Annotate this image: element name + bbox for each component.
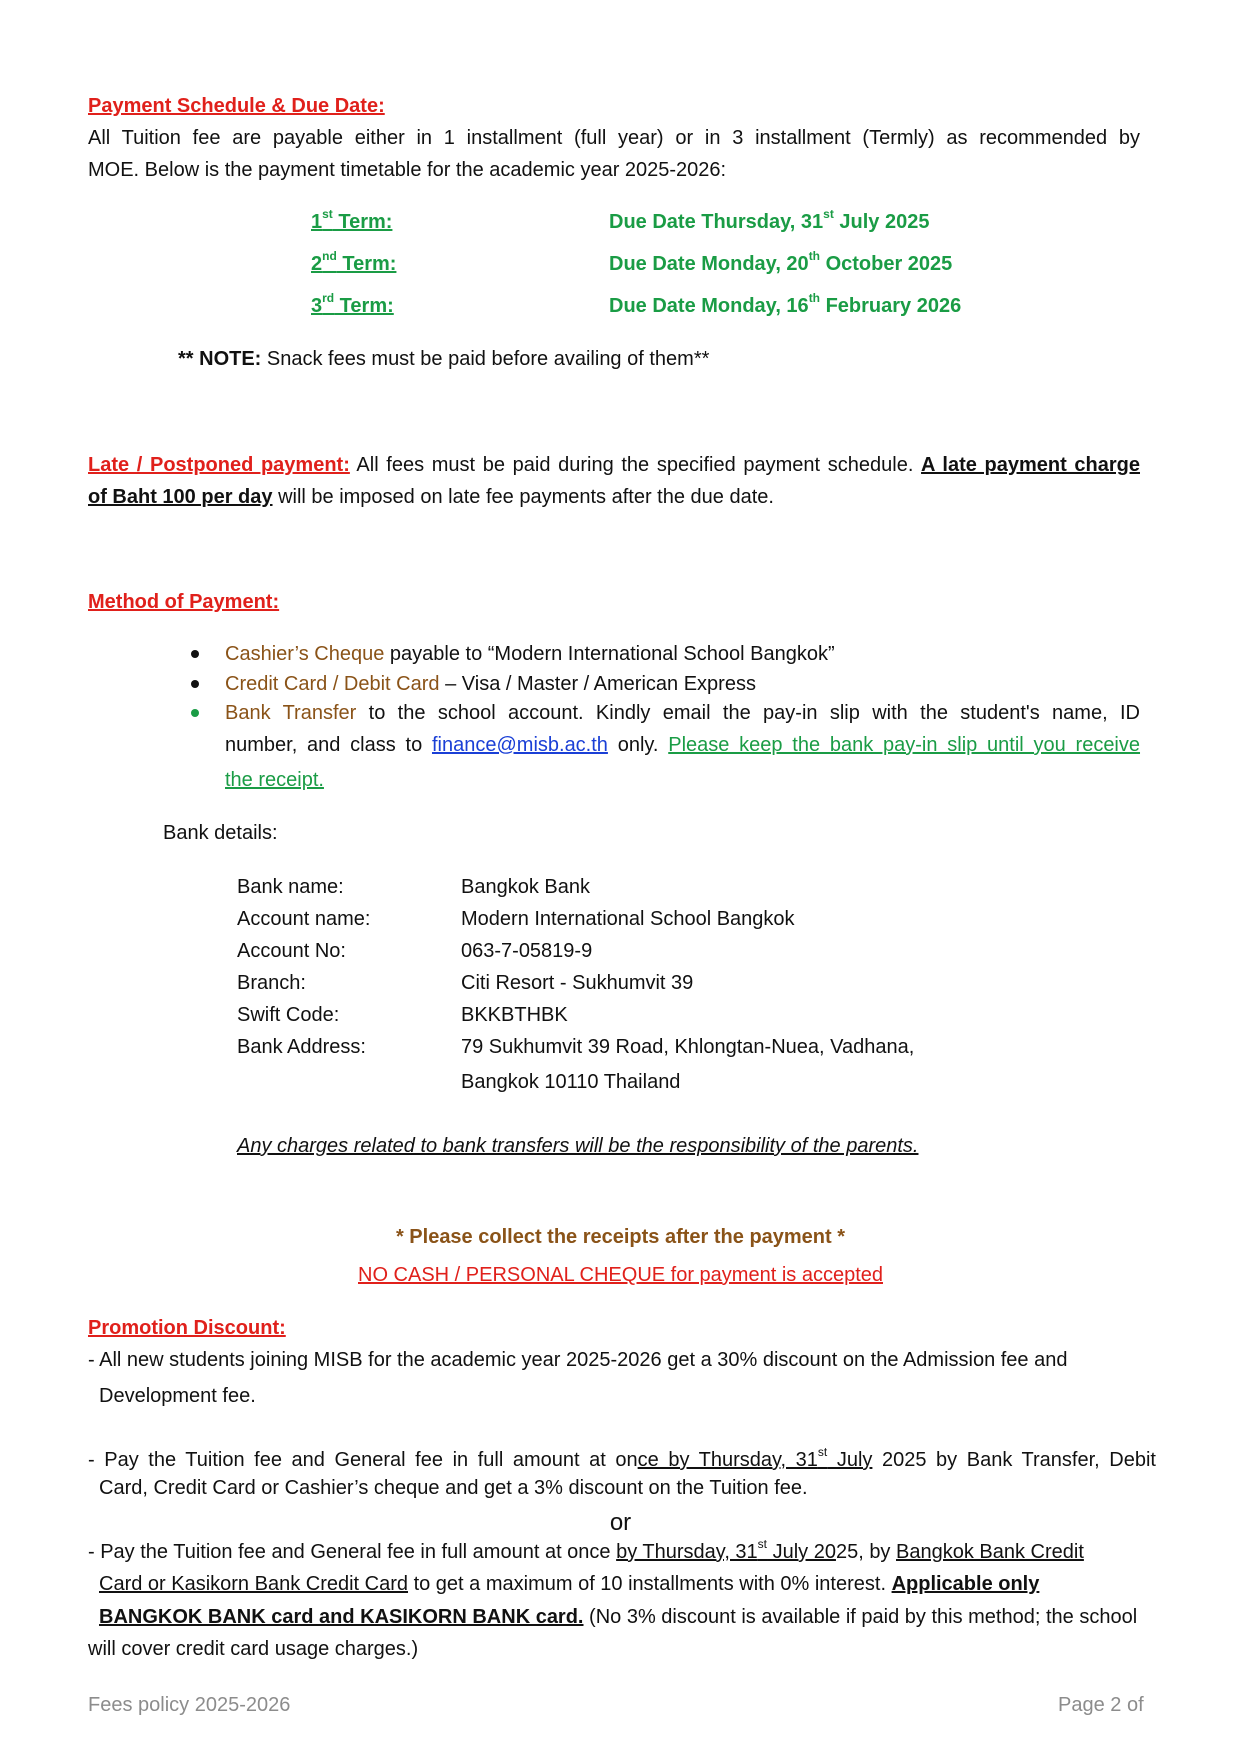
late-payment-heading: Late / Postponed payment:: [88, 454, 350, 476]
bank-value: BKKBTHBK: [461, 1004, 568, 1026]
footer-document-title: Fees policy 2025-2026: [88, 1694, 291, 1716]
bank-label: Account name:: [237, 908, 371, 930]
collect-receipts-notice: * Please collect the receipts after the payment *: [395, 1226, 846, 1248]
finance-email-link[interactable]: finance@misb.ac.th: [431, 734, 608, 756]
late-payment-line1: Late / Postponed payment: All fees must be paid during the specified payment schedule. A late payment charge: [88, 454, 1140, 476]
term-3-due-date: Due Date Monday, 16th February 2026: [609, 291, 962, 317]
bank-charges-note: Any charges related to bank transfers will be the responsibility of the parents.: [237, 1135, 919, 1157]
promo-installment-line4: will cover credit card usage charges.): [88, 1638, 419, 1660]
footer-page-number: Page 2 of: [1058, 1694, 1144, 1716]
method-heading: Method of Payment:: [88, 591, 280, 613]
bank-label: Branch:: [237, 972, 306, 994]
term-1-label: 1st Term:: [311, 207, 393, 233]
bank-value: Bangkok Bank: [461, 876, 590, 898]
bank-label: Bank Address:: [237, 1036, 366, 1058]
bank-address-line2: Bangkok 10110 Thailand: [461, 1071, 681, 1093]
method-item-transfer: Bank Transfer to the school account. Kindly email the pay-in slip with the student's name, ID: [225, 702, 1140, 724]
promo-new-students-line2: Development fee.: [99, 1385, 256, 1407]
late-payment-line2: of Baht 100 per day will be imposed on late fee payments after the due date.: [88, 486, 774, 508]
term-3-label: 3rd Term:: [311, 291, 394, 317]
promo-full-payment-line1: - Pay the Tuition fee and General fee in full amount at once by Thursday, 31st July 2025 by Bank Transfer, Debit: [88, 1445, 1156, 1471]
bank-value: Modern International School Bangkok: [461, 908, 795, 930]
term-1-due-date: Due Date Thursday, 31st July 2025: [609, 207, 930, 233]
promo-installment-line2: Card or Kasikorn Bank Credit Card to get a maximum of 10 installments with 0% interest. Applicable only: [99, 1573, 1040, 1595]
bullet-dot: [191, 650, 199, 658]
term-2-label: 2nd Term:: [311, 249, 397, 275]
bullet-dot: [191, 680, 199, 688]
bank-label: Account No:: [237, 940, 346, 962]
schedule-intro-line2: MOE. Below is the payment timetable for the academic year 2025-2026:: [88, 159, 727, 181]
method-transfer-line2: number, and class to finance@misb.ac.th only. Please keep the bank pay-in slip until you receive: [225, 734, 1141, 756]
promo-installment-line1: - Pay the Tuition fee and General fee in full amount at once by Thursday, 31st July 2025, by Bangkok Bank Credit: [88, 1537, 1084, 1563]
term-2-due-date: Due Date Monday, 20th October 2025: [609, 249, 953, 275]
promo-full-payment-line2: Card, Credit Card or Cashier’s cheque and get a 3% discount on the Tuition fee.: [99, 1477, 808, 1499]
bank-details-title: Bank details:: [163, 822, 278, 844]
schedule-heading: Payment Schedule & Due Date:: [88, 95, 385, 117]
method-item-cheque: Cashier’s Cheque payable to “Modern International School Bangkok”: [225, 643, 835, 665]
bank-label: Bank name:: [237, 876, 344, 898]
method-transfer-line3: the receipt.: [225, 769, 324, 791]
promo-new-students-line1: - All new students joining MISB for the academic year 2025-2026 get a 30% discount on the Admission fee and: [88, 1349, 1068, 1371]
bank-value: Citi Resort - Sukhumvit 39: [461, 972, 694, 994]
method-item-card: Credit Card / Debit Card – Visa / Master / American Express: [225, 673, 756, 695]
bullet-dot: [191, 709, 199, 717]
snack-note: ** NOTE: Snack fees must be paid before availing of them**: [178, 348, 710, 370]
bank-value: 063-7-05819-9: [461, 940, 593, 962]
schedule-intro-line1: All Tuition fee are payable either in 1 installment (full year) or in 3 installment (Termly) as recommended by: [88, 127, 1140, 149]
bank-value: 79 Sukhumvit 39 Road, Khlongtan-Nuea, Vadhana,: [461, 1036, 915, 1058]
promo-heading: Promotion Discount:: [88, 1317, 286, 1339]
promo-or-separator: or: [609, 1509, 632, 1536]
bank-label: Swift Code:: [237, 1004, 340, 1026]
no-cash-notice: NO CASH / PERSONAL CHEQUE for payment is accepted: [358, 1264, 883, 1286]
promo-installment-line3: BANGKOK BANK card and KASIKORN BANK card. (No 3% discount is available if paid by this method; the school: [99, 1606, 1138, 1628]
